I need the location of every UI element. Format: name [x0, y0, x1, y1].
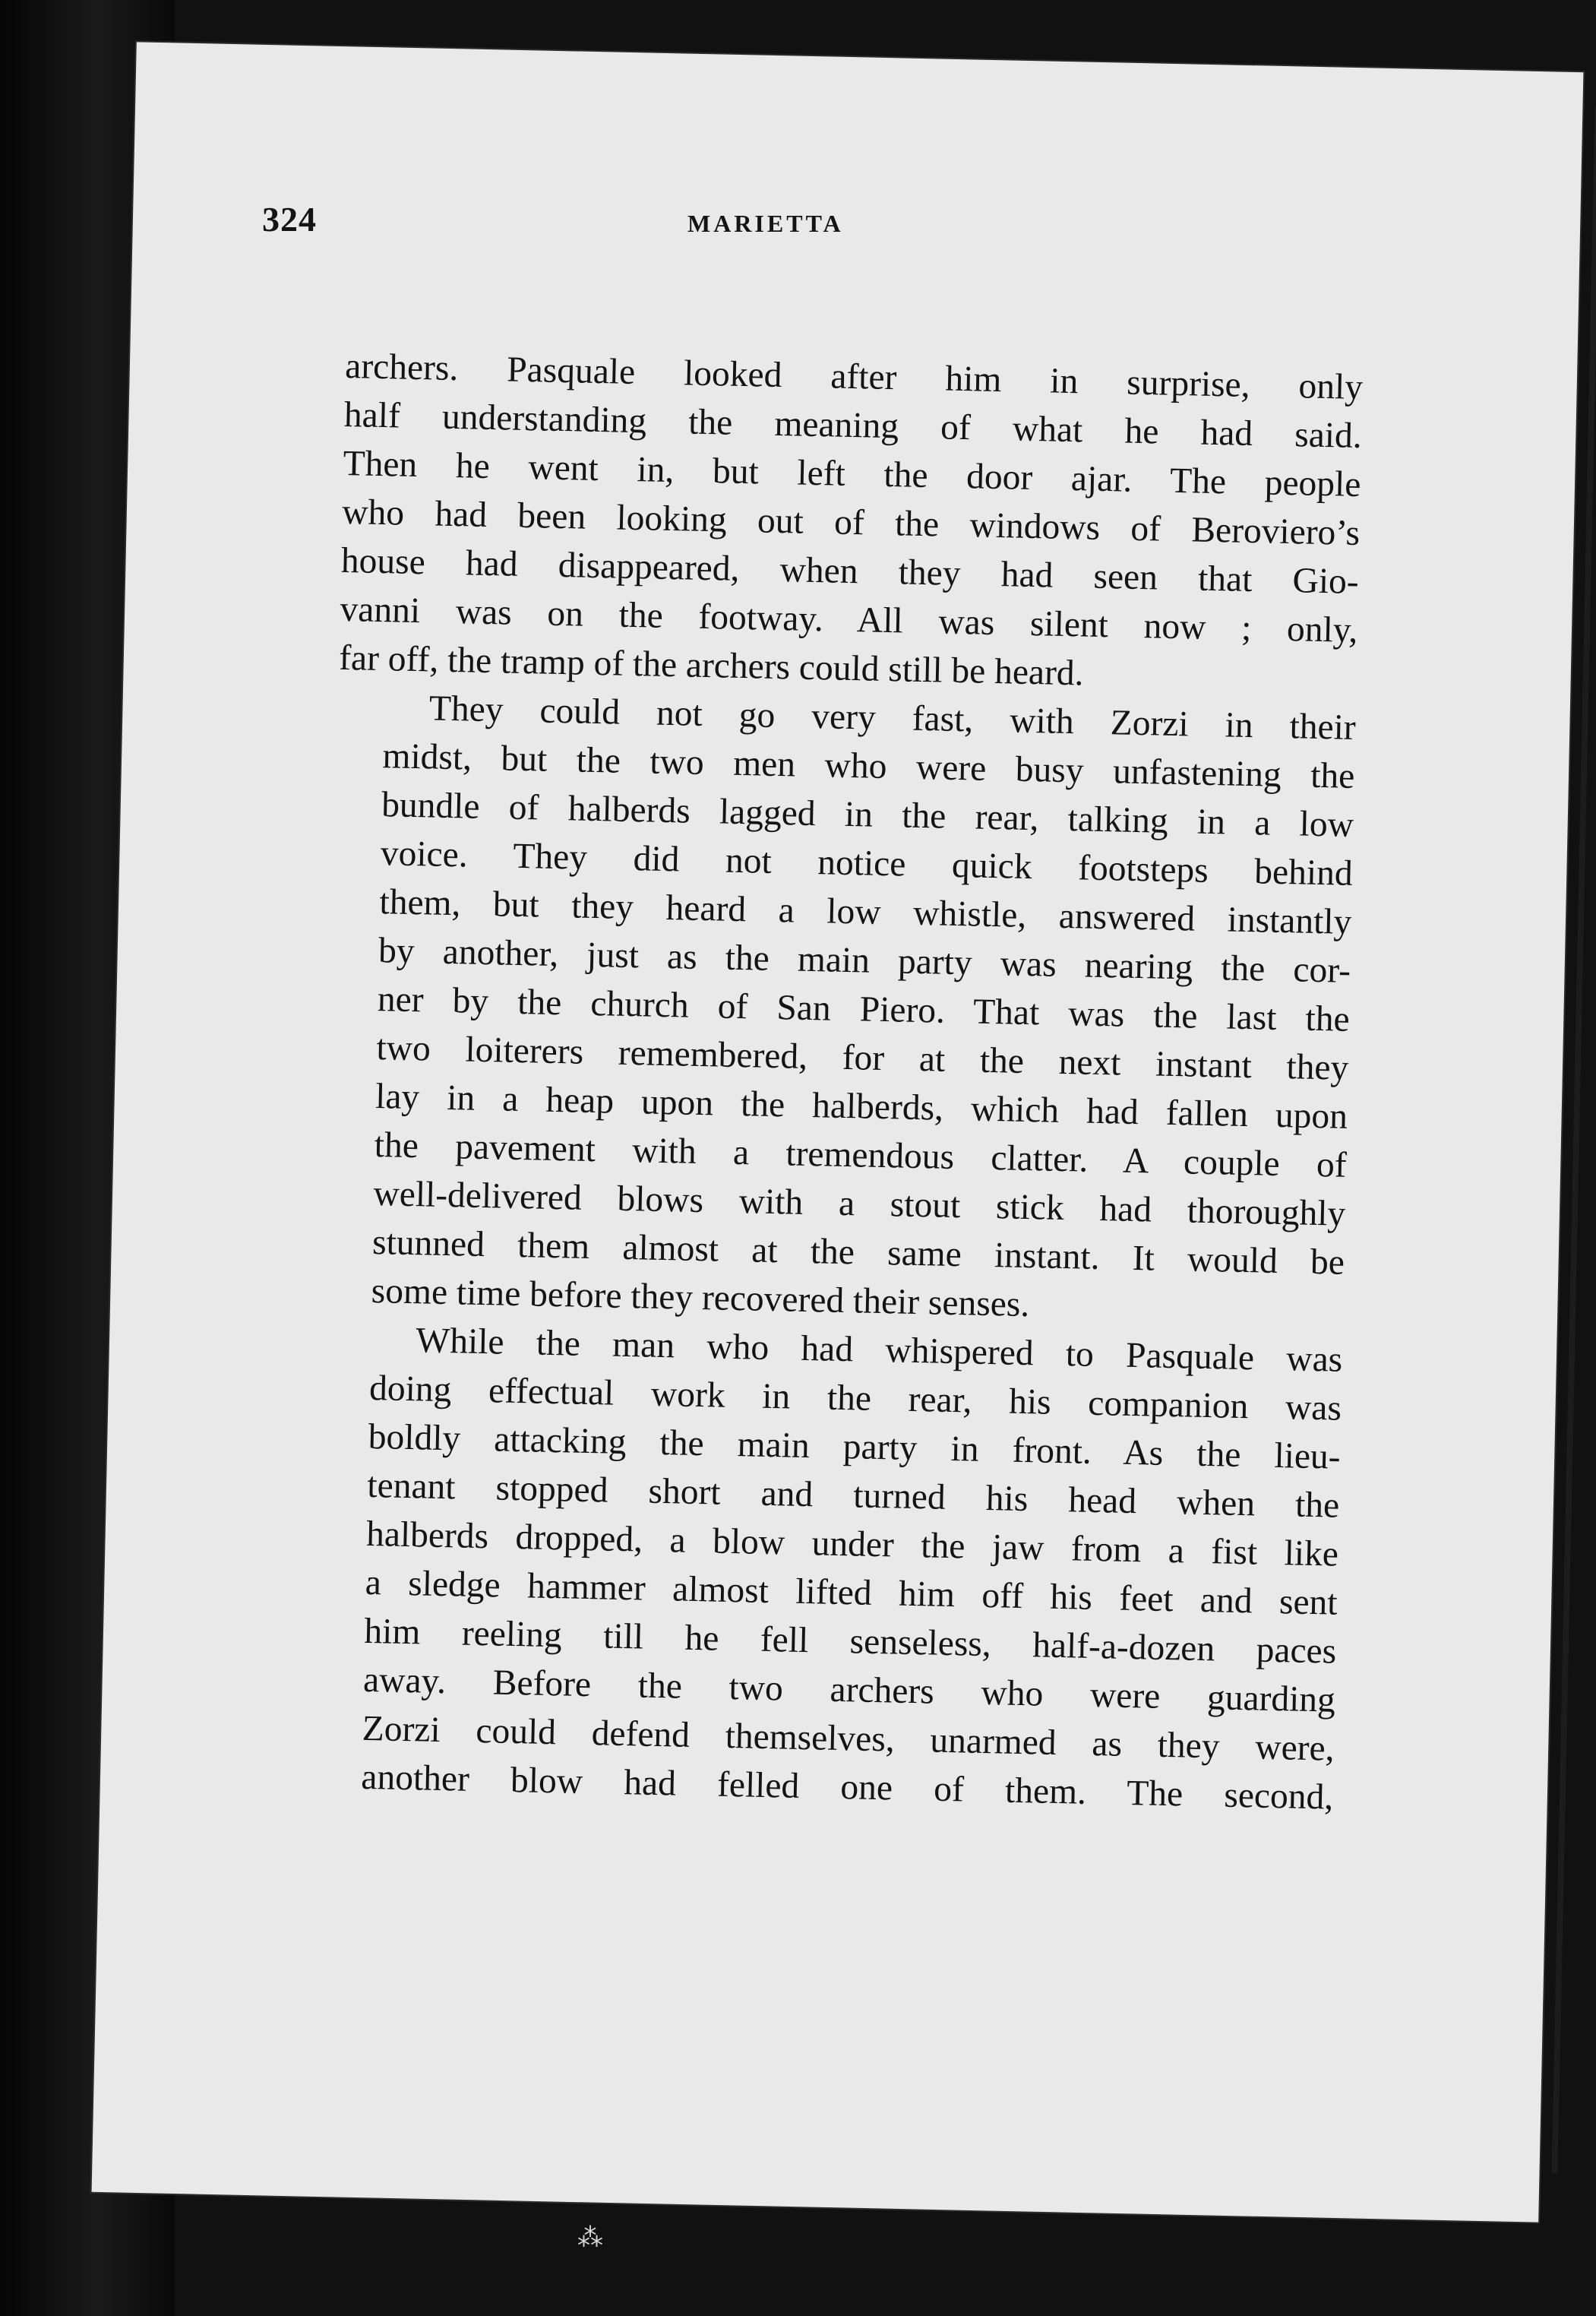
text-line: another blow had felled one of them. The second, — [360, 1757, 1334, 1818]
text-line: voice. They did not notice quick footsteps behind — [380, 834, 1354, 894]
page-header — [262, 199, 1242, 252]
paragraph-2 — [325, 682, 1356, 1336]
text-line: a sledge hammer almost lifted him off his feet and sent — [365, 1562, 1338, 1623]
text-line: him reeling till he fell senseless, half-a-dozen paces — [363, 1611, 1337, 1672]
text-line: stunned them almost at the same instant. It would be — [371, 1223, 1345, 1283]
text-line: They could not go very fast, with Zorzi in their — [428, 688, 1357, 748]
text-line: midst, but the two men who were busy unfastening the — [382, 736, 1355, 796]
body-text — [315, 342, 1364, 1822]
text-line: far off, the tramp of the archers could still be heard. — [338, 638, 1085, 694]
text-line: lay in a heap upon the halberds, which had fallen upon — [375, 1077, 1348, 1137]
text-line: boldly attacking the main party in front. As the lieu- — [368, 1416, 1342, 1477]
text-line: ner by the church of San Piero. That was the last the — [377, 979, 1351, 1039]
text-line: halberds dropped, a blow under the jaw from a fist like — [365, 1514, 1339, 1574]
text-line: vanni was on the footway. All was silent now ; only, — [340, 589, 1358, 650]
text-line: half understanding the meaning of what he had said. — [343, 394, 1363, 457]
text-line: Zorzi could defend themselves, unarmed as they were, — [362, 1708, 1335, 1769]
text-line: away. Before the two archers who were guarding — [362, 1659, 1336, 1720]
text-line: well-delivered blows with a stout stick had thoroughly — [372, 1174, 1346, 1234]
text-line: some time before they recovered their senses. — [371, 1270, 1030, 1325]
text-line: While the man who had whispered to Pasquale was — [415, 1321, 1343, 1380]
paragraph-1 — [339, 342, 1364, 704]
text-line: them, but they heard a low whistle, answered instantly — [379, 882, 1352, 942]
text-line: doing effectual work in the rear, his companion was — [368, 1368, 1342, 1429]
running-head: MARIETTA — [687, 210, 844, 237]
text-line: two loiterers remembered, for at the next instant they — [376, 1028, 1349, 1088]
text-line: the pavement with a tremendous clatter. A couple of — [374, 1125, 1348, 1185]
page-number: 324 — [262, 200, 317, 239]
bottom-ink-mark: ⁂ — [577, 2223, 603, 2253]
text-line: archers. Pasquale looked after him in surprise, only — [344, 346, 1364, 408]
paragraph-3 — [315, 1315, 1343, 1822]
text-line: tenant stopped short and turned his head when the — [366, 1465, 1340, 1526]
text-line: bundle of halberds lagged in the rear, talking in a low — [381, 785, 1354, 845]
text-line: by another, just as the main party was nearing the cor- — [378, 931, 1351, 991]
text-line: Then he went in, but left the door ajar. The people — [343, 443, 1361, 505]
text-line: house had disappeared, when they had seen that Gio- — [340, 540, 1360, 602]
text-line: who had been looking out of the windows of Beroviero’s — [341, 492, 1361, 554]
